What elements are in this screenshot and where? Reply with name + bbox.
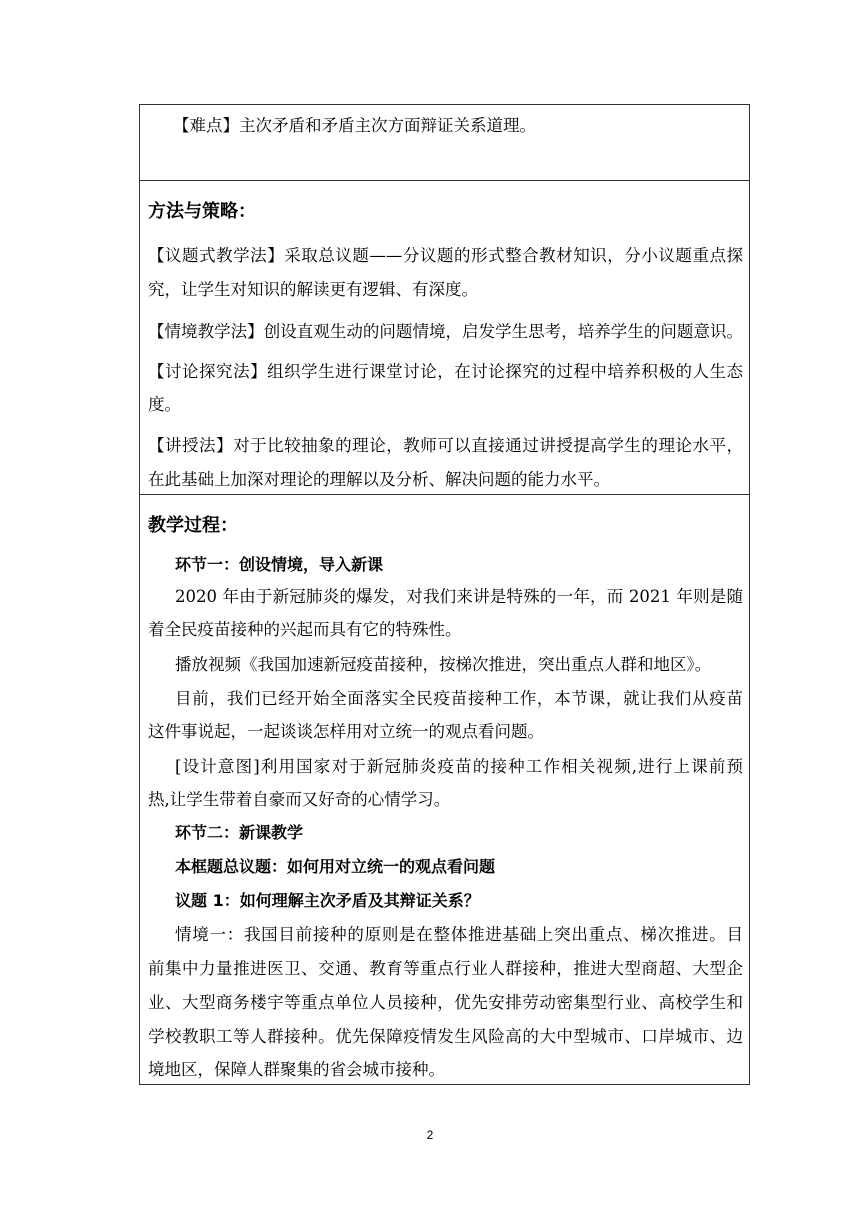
methods-line: 在此基础上加深对理论的理解以及分析、解决问题的能力水平。 [148, 470, 610, 489]
process-cell [140, 494, 749, 1084]
methods-line: 究，让学生对知识的解读更有逻辑、有深度。 [148, 280, 478, 299]
process-title: 教学过程： [148, 515, 238, 536]
page-number: 2 [426, 1128, 434, 1142]
process-line: 播放视频《我国加速新冠疫苗接种，按梯次推进，突出重点人群和地区》。 [175, 655, 712, 674]
process-line: 学校教职工等人群接种。优先保障疫情发生风险高的大中型城市、口岸城市、边 [148, 1027, 743, 1046]
methods-line: 【议题式教学法】采取总议题——分议题的形式整合教材知识，分小议题重点探 [148, 246, 743, 265]
methods-line: 【讲授法】对于比较抽象的理论，教师可以直接通过讲授提高学生的理论水平， [148, 436, 743, 455]
methods-line: 【情境教学法】创设直观生动的问题情境，启发学生思考，培养学生的问题意识。 [148, 322, 743, 341]
methods-cell [140, 180, 749, 495]
process-line: 这件事说起，一起谈谈怎样用对立统一的观点看问题。 [148, 722, 544, 741]
process-line: 情境一：我国目前接种的原则是在整体推进基础上突出重点、梯次推进。目 [175, 925, 743, 944]
section-heading: 环节一：创设情境，导入新课 [175, 555, 384, 574]
topic-heading: 本框题总议题：如何用对立统一的观点看问题 [175, 857, 496, 876]
process-line: 境地区，保障人群聚集的省会城市接种。 [148, 1060, 445, 1079]
methods-line: 度。 [148, 395, 181, 414]
process-line: 业、大型商务楼宇等重点单位人员接种，优先安排劳动密集型行业、高校学生和 [148, 993, 743, 1012]
process-line: 着全民疫苗接种的兴起而具有它的特殊性。 [148, 620, 462, 639]
process-line: 热,让学生带着自豪而又好奇的心情学习。 [148, 790, 451, 809]
section-heading: 环节二：新课教学 [175, 823, 304, 842]
process-line: [设计意图]利用国家对于新冠肺炎疫苗的接种工作相关视频,进行上课前预 [175, 757, 743, 776]
lesson-plan-table [139, 104, 750, 1085]
difficulty-text: 【难点】主次矛盾和矛盾主次方面辩证关系道理。 [173, 116, 536, 135]
difficulty-cell [140, 105, 749, 181]
topic-heading: 议题 1：如何理解主次矛盾及其辩证关系？ [175, 891, 480, 910]
process-line: 目前，我们已经开始全面落实全民疫苗接种工作，本节课，就让我们从疫苗 [175, 689, 743, 708]
process-line: 2020 年由于新冠肺炎的爆发，对我们来讲是特殊的一年，而 2021 年则是随 [175, 587, 743, 606]
methods-line: 【讨论探究法】组织学生进行课堂讨论，在讨论探究的过程中培养积极的人生态 [148, 362, 743, 381]
methods-title: 方法与策略： [148, 201, 256, 222]
process-line: 前集中力量推进医卫、交通、教育等重点行业人群接种，推进大型商超、大型企 [148, 959, 743, 978]
